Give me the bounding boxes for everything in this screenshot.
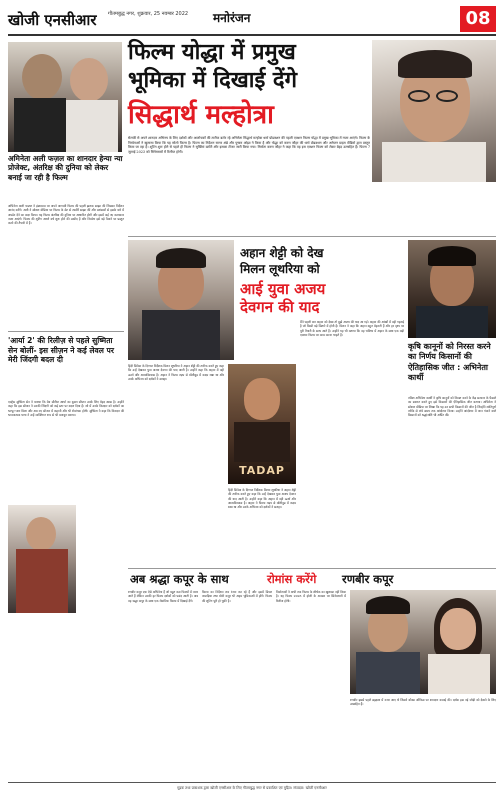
ahan-body-right: मैंने पहली बार अहान को देखा तो मुझे अजय की याद आ गई। अहान की आंखों में वही गहराई है जो किसी बड़े सितारे में होती है। मिलन ने कहा कि अहान बहुत मेहनती हैं और हर दृश्य पर पूरी तैयारी के साथ आते हैं। उन्होंने यह भी बताया कि वह भविष्य में अहान के साथ एक बड़ी एक्शन फिल्म पर काम करना चाहते हैं। — [300, 320, 404, 337]
footer-imprint: मुद्रक तथा प्रकाशक द्वारा खोजी एनसीआर के लिए गौतमबुद्ध नगर से प्रकाशित एवं मुद्रित। संपादक: खोजी एनसीआर — [177, 786, 327, 790]
brand-logo: खोजी एनसीआर — [8, 11, 97, 29]
lead-title-name: सिद्धार्थ मल्होत्रा — [128, 100, 274, 130]
ahan-body-middle: हिंदी सिनेमा के दिग्गज निर्देशक मिलन लूथरिया ने अहान शेट्टी की तारीफ करते हुए कहा कि उन्हें देखकर युवा अजय देवगन की याद आती है। उन्होंने कहा कि अहान में वही ऊर्जा और आत्मविश्वास है। अहान ने फिल्म तड़प से बॉलीवुड में कदम रखा था और उनके अभिनय को दर्शकों ने सराहा। — [228, 488, 296, 510]
lead-divider — [128, 236, 496, 237]
issue-date: गौतमबुद्ध नगर, शुक्रवार, 25 नवम्बर 2022 — [108, 11, 189, 17]
ahan-headline-3: आई युवा अजय — [240, 280, 326, 298]
ali-fazal-body: अभिनेता अली फज़ल ने इंस्टाग्राम पर अपने आगामी फिल्म की पहली झलक साझा की जिसका निर्देशन आनंद करेंगे। अली ने सोशल मीडिया पर फिल्म के सेट से तस्वीरें साझा कीं और प्रशंसकों से इसके बारे में अपडेट देने का वादा किया। यह फिल्म अंतरिक्ष की दुनिया पर आधारित होगी और इसमें कई नए कलाकार नजर आएंगे। फिल्म की शूटिंग अगले वर्ष शुरू होने की उम्मीद है और निर्माता इसे बड़े पैमाने पर प्रस्तुत करने की तैयारी में हैं। — [8, 204, 124, 226]
karthi-body: तमिल अभिनेता कार्थी ने कृषि कानूनों को निरस्त करने के केंद्र सरकार के फैसले का स्वागत करते हुए इसे किसानों की ऐतिहासिक जीत बताया। अभिनेता ने सोशल मीडिया पर लिखा कि यह उन सभी किसानों की जीत है जिन्होंने शांतिपूर्ण तरीके से लंबे समय तक आंदोलन किया। उन्होंने आंदोलन में जान गंवाने वाले किसानों को श्रद्धांजलि भी अर्पित की। — [408, 396, 496, 418]
ali-fazal-photo — [8, 42, 122, 152]
sushmita-headline: 'आर्या 2' की रिलीज़ से पहले सुष्मिता सेन बोलीं- इस सीज़न ने कई लेवल पर मेरी जिंदगी बदल दी — [8, 336, 114, 365]
sushmita-photo — [8, 505, 76, 613]
lead-title-line-2: भूमिका में दिखाई देंगे — [128, 68, 297, 93]
ahan-body-left: हिंदी सिनेमा के दिग्गज निर्देशक मिलन लूथरिया ने अहान शेट्टी की तारीफ करते हुए कहा कि उन्हें देखकर युवा अजय देवगन की याद आती है। उन्होंने कहा कि अहान में वही ऊर्जा और आत्मविश्वास है। अहान ने फिल्म तड़प से बॉलीवुड में कदम रखा था और उनके अभिनय को दर्शकों ने सराहा। — [128, 364, 224, 381]
ahan-headline-2: मिलन लूथरिया को — [240, 262, 320, 276]
section-title: मनोरंजन — [213, 11, 251, 25]
ranbir-body-2: फिल्म का निर्देशन लव रंजन कर रहे हैं और इसमें डिंपल कपाड़िया तथा बोनी कपूर भी अहम भूमिकाओं में होंगे। फिल्म की शूटिंग पूरी हो चुकी है। — [202, 590, 272, 603]
masthead — [8, 6, 496, 36]
ahan-headline-1: अहान शेट्टी को देख — [240, 246, 324, 260]
ali-fazal-headline: अमिनेता अली फज़ल का शानदार हेन्या न्या प्रोजेक्ट, अंतरिक्ष की दुनिया को लेकर बनाई जा रही है फिल्म — [8, 154, 123, 182]
ranbir-body-4: रणबीर इससे पहले ब्रह्मास्त्र में नजर आए थे जिसने बॉक्स ऑफिस पर शानदार कमाई की। दर्शक इस नई जोड़ी को देखने के लिए उत्साहित हैं। — [350, 698, 496, 707]
page-number: 08 — [460, 6, 496, 32]
sushmita-body: एक्ट्रेस सुष्मिता सेन ने बताया कि वेब सीरीज आर्या का दूसरा सीजन उनके लिए बेहद खास है। उन्होंने कहा कि इस सीजन ने उनकी जिंदगी को कई स्तर पर बदल दिया है। शो में उनके किरदार को दर्शकों का भरपूर प्यार मिला और अब नए सीजन में कहानी और भी रोमांचक होगी। सुष्मिता ने कहा कि किरदार की भावनात्मक यात्रा ने उन्हें व्यक्तिगत रूप से भी मजबूत बनाया। — [8, 400, 124, 417]
ranbir-body-1: रणबीर कपूर एक ऐसे अभिनेता हैं जो बहुत कम फिल्मों में नजर आते हैं लेकिन उनकी हर फिल्म दर्शकों को पसंद आती है। अब वह श्रद्धा कपूर के साथ एक रोमांटिक फिल्म में दिखाई देंगे। — [128, 590, 198, 603]
karthi-photo — [408, 240, 496, 338]
tadap-poster-title: TADAP — [239, 464, 285, 477]
lead-body: सेलफी से अपने शानदार अभिनय के लिए दर्शकों और आलोचकों की तारीफ बटोर रहे अभिनेता सिद्धार्थ मल्होत्रा धर्मा प्रोडक्शन की पहली एक्शन फिल्म योद्धा में प्रमुख भूमिका में नजर आएंगे। फिल्म के निर्माताओं ने खुलासा किया कि यह सोलो फिल्म है। फिल्म का निर्देशन सागर अंब्रे और पुष्कर ओझा ने किया है और योद्धा को करण जौहर की धर्मा प्रोडक्शन और अमेजन प्राइम वीडियो द्वारा प्रस्तुत किया जा रहा है। शूटिंग शुरू होने से पहले ही फिल्म ने सुर्खियां बटोरी और इसका टीजर जारी किया गया। निर्माता करण जौहर ने कहा कि वह इस एक्शन फिल्म को लेकर बेहद उत्साहित हैं। फिल्म 7 जुलाई 2023 को सिनेमाघरों में रिलीज होगी। — [128, 136, 370, 154]
ahan-headline-4: देवगन की याद — [240, 298, 320, 316]
ranbir-divider — [128, 568, 496, 569]
tadap-poster — [228, 364, 296, 484]
karthi-headline: कृषि कानूनों को निरस्त करने का निर्णय किसानों की ऐतिहासिक जीत : अभिनेता कार्थी — [408, 342, 491, 383]
ranbir-headline-c: रणबीर कपूर — [342, 572, 394, 586]
siddharth-photo — [372, 40, 496, 182]
ahan-shetty-photo — [128, 240, 234, 360]
lead-title-line-1: फिल्म योद्धा में प्रमुख — [128, 40, 296, 65]
ranbir-body-3: निर्माताओं ने अभी तक फिल्म के शीर्षक का खुलासा नहीं किया है। यह फिल्म 2023 में होली के अवसर पर सिनेमाघरों में रिलीज होगी। — [276, 590, 346, 603]
ranbir-headline-b: रोमांस करेंगे — [267, 572, 317, 586]
ranbir-shraddha-photo — [350, 590, 496, 694]
left-divider — [8, 331, 124, 332]
footer-rule — [8, 782, 496, 783]
ranbir-headline-a: अब श्रद्धा कपूर के साथ — [130, 572, 229, 586]
